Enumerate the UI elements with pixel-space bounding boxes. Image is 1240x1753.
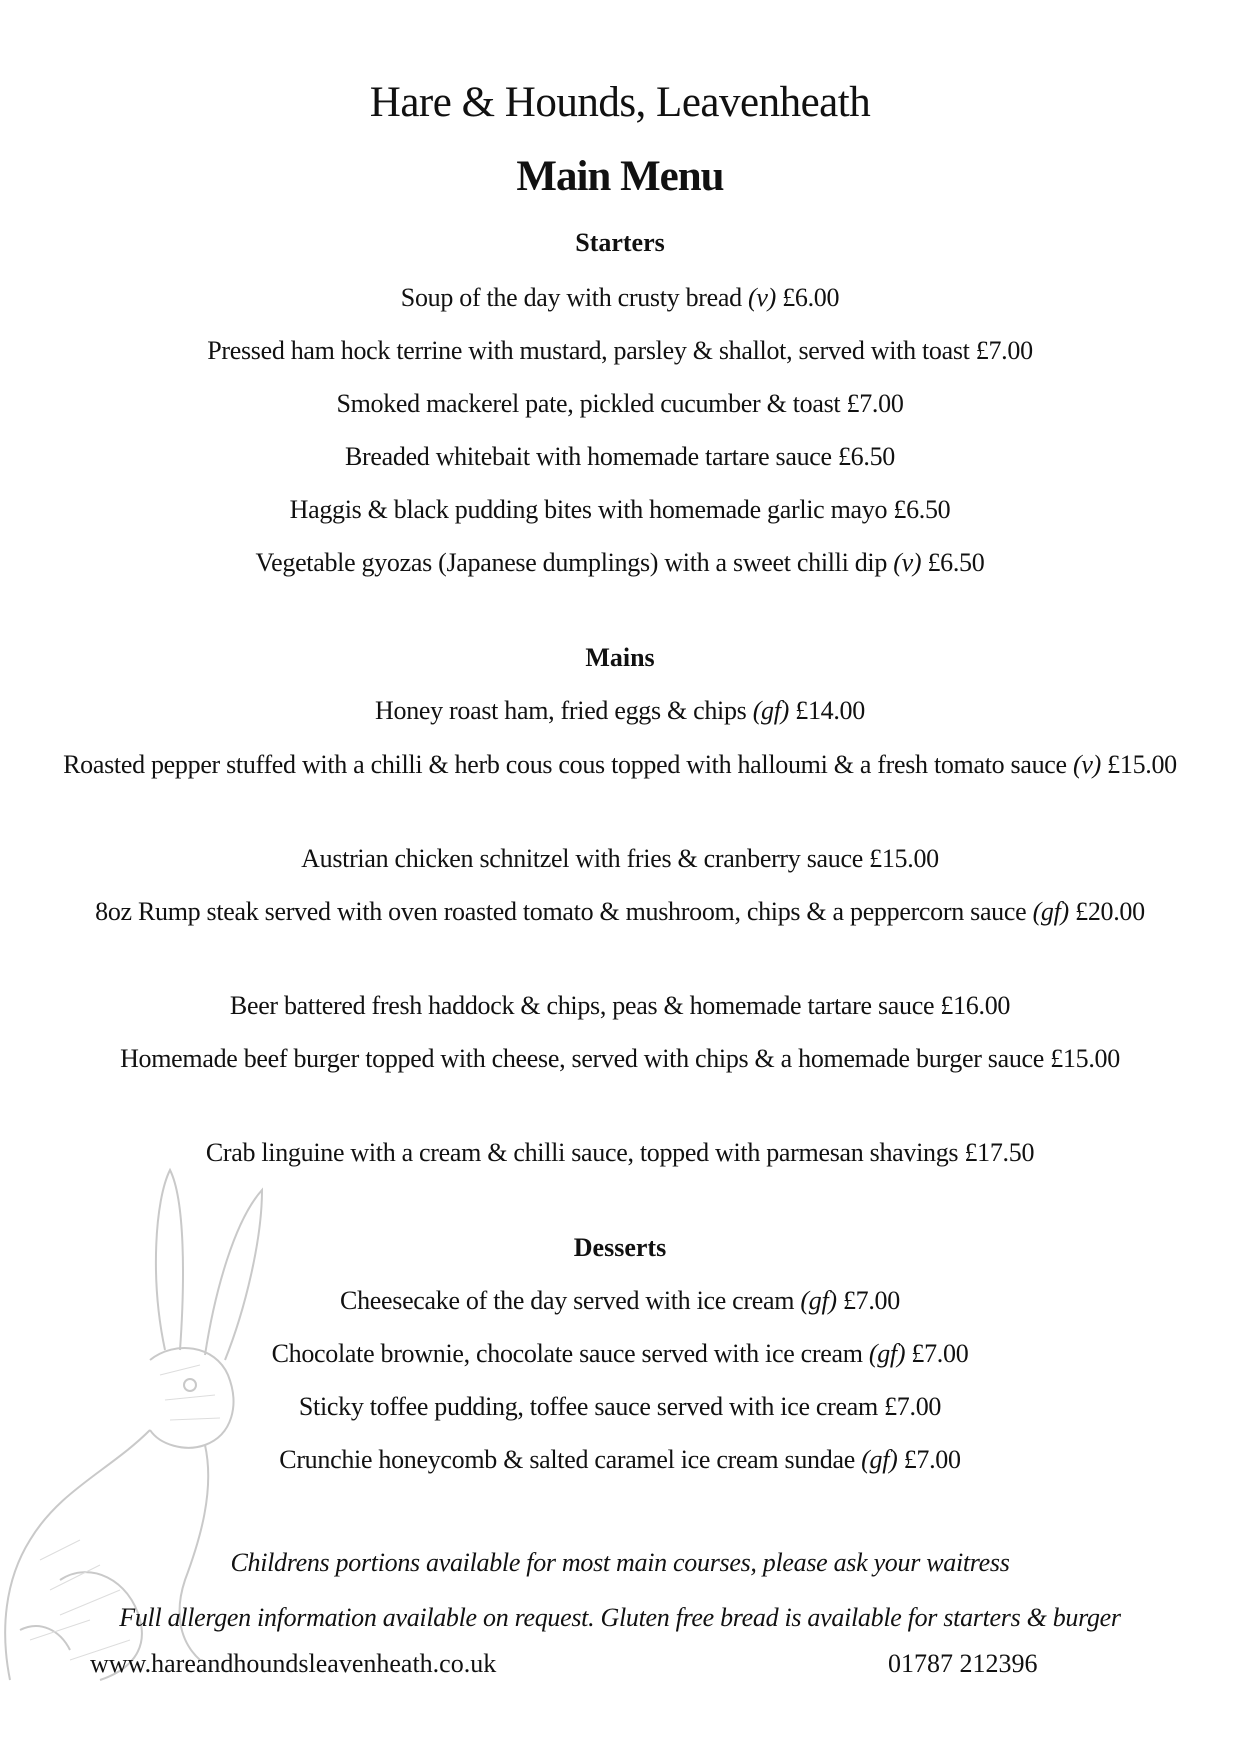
- phone-number: 01787 212396: [888, 1649, 1038, 1678]
- mains-heading: Mains: [585, 643, 655, 672]
- restaurant-name: Hare & Hounds, Leavenheath: [369, 79, 871, 126]
- menu-item: Pressed ham hock terrine with mustard, parsley & shallot, served with toast £7.00: [207, 336, 1033, 365]
- menu-item: Breaded whitebait with homemade tartare sauce £6.50: [344, 442, 895, 471]
- menu-item: 8oz Rump steak served with oven roasted tomato & mushroom, chips & a peppercorn sauce (gf) £20.00: [95, 897, 1145, 926]
- menu-item: Sticky toffee pudding, toffee sauce served with ice cream £7.00: [298, 1392, 942, 1421]
- starters-heading: Starters: [575, 228, 665, 257]
- menu-item: Haggis & black pudding bites with homemade garlic mayo £6.50: [289, 495, 951, 524]
- menu-item: Crab linguine with a cream & chilli sauce, topped with parmesan shavings £17.50: [205, 1138, 1035, 1167]
- menu-item: Crunchie honeycomb & salted caramel ice cream sundae (gf) £7.00: [279, 1445, 961, 1474]
- menu-item: Soup of the day with crusty bread (v) £6.00: [400, 283, 840, 312]
- desserts-heading: Desserts: [573, 1233, 667, 1262]
- childrens-note: Childrens portions available for most main courses, please ask your waitress: [230, 1548, 1010, 1577]
- menu-item: Austrian chicken schnitzel with fries & cranberry sauce £15.00: [301, 844, 939, 873]
- menu-item: Beer battered fresh haddock & chips, peas & homemade tartare sauce £16.00: [229, 991, 1011, 1020]
- menu-item: Smoked mackerel pate, pickled cucumber & toast £7.00: [336, 389, 904, 418]
- allergen-note: Full allergen information available on request. Gluten free bread is available for starters & burger: [119, 1603, 1121, 1632]
- menu-item: Vegetable gyozas (Japanese dumplings) with a sweet chilli dip (v) £6.50: [255, 548, 985, 577]
- menu-item: Cheesecake of the day served with ice cream (gf) £7.00: [340, 1286, 900, 1315]
- menu-title: Main Menu: [516, 153, 724, 200]
- menu-item: Roasted pepper stuffed with a chilli & herb cous cous topped with halloumi & a fresh tomato sauce (v) £15.00: [63, 750, 1177, 779]
- menu-item: Chocolate brownie, chocolate sauce served with ice cream (gf) £7.00: [271, 1339, 969, 1368]
- menu-item: Homemade beef burger topped with cheese, served with chips & a homemade burger sauce £15.00: [120, 1044, 1120, 1073]
- website-link[interactable]: www.hareandhoundsleavenheath.co.uk: [90, 1649, 497, 1678]
- menu-item: Honey roast ham, fried eggs & chips (gf) £14.00: [375, 696, 865, 725]
